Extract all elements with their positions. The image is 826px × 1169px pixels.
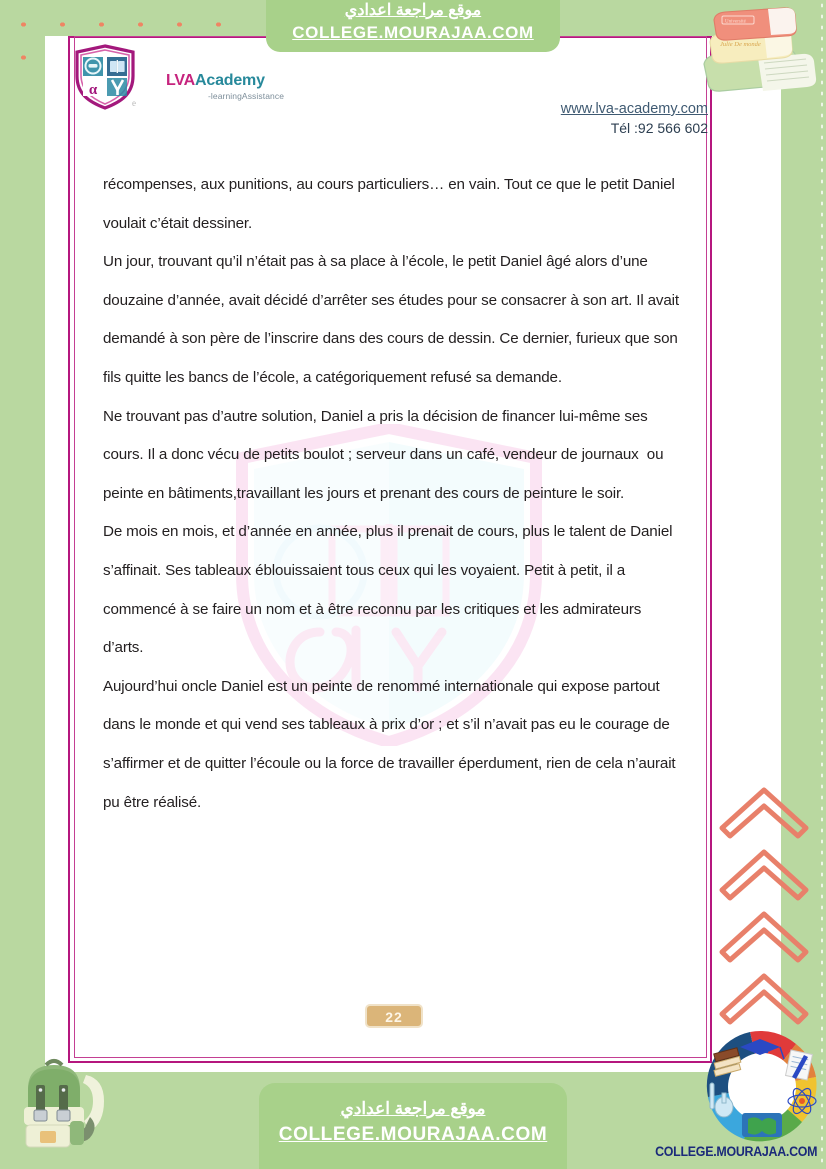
logo-tagline: -learningAssistance — [207, 91, 285, 101]
education-ring-decoration-icon — [700, 1027, 824, 1147]
contact-info — [561, 100, 708, 138]
svg-text:e: e — [132, 98, 136, 108]
right-edge-dot-strip — [819, 0, 824, 1169]
paragraph: Un jour, trouvant qu’il n’était pas à sa place à l’école, le petit Daniel âgé alors d’une douzaine d’année, avait décidé d’arrêter ses études pour se consacrer à son art. Il avait demandé à son père de l’inscrire dans des cours de dessin. Ce dernier, furieux que son fils quitte les bancs de l’école, a catégoriquement refusé sa demande. — [103, 253, 684, 386]
top-banner-arabic-text: موقع مراجعة اعدادي — [344, 2, 482, 19]
top-banner-url[interactable]: COLLEGE.MOURAJAA.COM — [292, 23, 534, 42]
document-body — [103, 166, 683, 822]
logo-name — [166, 72, 326, 89]
page-number-badge: 22 — [365, 1004, 423, 1028]
logo-name-lva: LVA — [166, 72, 196, 89]
phone-number: Tél :92 566 602 — [610, 120, 708, 136]
chevron-arrows-decoration-icon — [716, 784, 816, 1029]
svg-text:Julie De monde: Julie De monde — [720, 41, 761, 48]
svg-text:α: α — [88, 82, 98, 98]
bottom-banner-arabic-text: موقع مراجعة اعدادي — [340, 1099, 486, 1118]
website-link[interactable]: www.lva-academy.com — [560, 101, 708, 117]
corner-watermark-url: COLLEGE.MOURAJAA.COM — [654, 1144, 817, 1159]
book-stack-decoration-icon — [698, 2, 820, 102]
bottom-site-banner — [259, 1083, 567, 1169]
backpack-decoration-icon — [12, 1055, 116, 1151]
paragraph: Aujourd’hui oncle Daniel est un peinte de renommé internationale qui expose partout dans le monde et qui vend ses tableaux à prix d’or ; et s’il n’avait pas eu le courage de s’affirmer et de quitter l’écoule ou la force de travailler éperdument, rien de cela n’aurait pu être réalisé. — [103, 677, 680, 811]
shield-logo-icon — [74, 44, 136, 110]
paragraph: De mois en mois, et d’année en année, plus il prenait de cours, plus le talent de Daniel s’affinait. Ses tableaux éblouissaient tous ceux qui les voyaient. Petit à petit, il a commencé à se faire un nom et à être reconnu par les critiques et les admirateurs d’arts. — [103, 523, 677, 657]
bottom-banner-url[interactable]: COLLEGE.MOURAJAA.COM — [278, 1124, 548, 1145]
logo-wordmark — [166, 72, 326, 101]
svg-text:Université: Université — [725, 19, 746, 25]
paragraph: Ne trouvant pas d’autre solution, Daniel a pris la décision de financer lui-même ses cours. Il a donc vécu de petits boulot ; serveur dans un café, vendeur de journaux ou peinte en bâtiments,travaillant les jours et prenant des cours de peinture le soir. — [103, 407, 668, 502]
logo-name-academy: Academy — [195, 72, 265, 89]
paragraph: récompenses, aux punitions, au cours particuliers… en vain. Tout ce que le petit Daniel voulait c’était dessiner. — [103, 176, 679, 232]
top-site-banner — [266, 0, 560, 52]
lva-academy-logo — [74, 44, 304, 116]
